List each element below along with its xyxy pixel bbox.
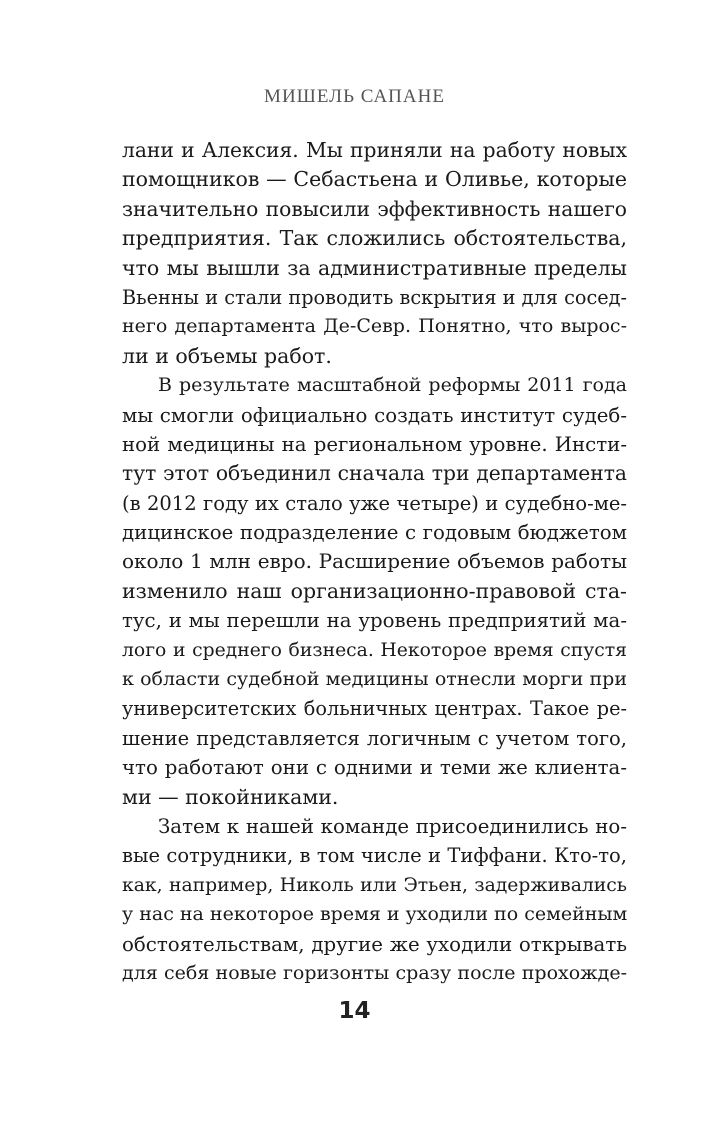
text-line: около 1 млн евро. Расширение объемов работы xyxy=(122,549,627,574)
text-line: вые сотрудники, в том числе и Тиффани. Кто-то, xyxy=(122,844,627,868)
text-line: Вьенны и стали проводить вскрытия и для сосед- xyxy=(122,285,627,309)
text-line: изменило наш организационно-правовой ста- xyxy=(122,578,627,603)
text-line: шение представляется логичным с учетом того, xyxy=(122,726,627,750)
text-line: помощников — Себастьена и Оливье, которые xyxy=(122,167,627,192)
text-line: Затем к нашей команде присоединились но- xyxy=(158,814,627,838)
text-line: значительно повысили эффективность нашего xyxy=(122,196,627,221)
text-line: него департамента Де-Севр. Понятно, что вырос- xyxy=(122,315,627,338)
text-line: тут этот объединил сначала три департамента xyxy=(122,461,627,486)
text-line: лого и среднего бизнеса. Некоторое время спустя xyxy=(122,639,627,661)
text-line: как, например, Николь или Этьен, задерживались xyxy=(122,874,627,896)
body-text xyxy=(122,136,627,988)
text-line: (в 2012 году их стало уже четыре) и судебно-ме- xyxy=(122,491,627,515)
text-line: что мы вышли за административные пределы xyxy=(122,255,627,280)
text-line: дицинское подразделение с годовым бюджетом xyxy=(122,521,627,545)
text-line: у нас на некоторое время и уходили по семейным xyxy=(122,903,627,926)
text-line: ли и объемы работ. xyxy=(122,343,332,368)
text-line: предприятия. Так сложились обстоятельства, xyxy=(122,226,627,251)
text-line: что работают они с одними и теми же клиента- xyxy=(122,756,627,780)
text-line: к области судебной медицины отнесли морги при xyxy=(122,668,627,691)
text-line: ми — покойниками. xyxy=(122,784,339,809)
text-line: В результате масштабной реформы 2011 года xyxy=(158,374,627,397)
text-line: лани и Алексия. Мы приняли на работу новых xyxy=(122,138,627,162)
running-head-author: МИШЕЛЬ САПАНЕ xyxy=(264,86,445,107)
text-line: университетских больничных центрах. Такое ре- xyxy=(122,697,627,721)
text-line: ной медицины на региональном уровне. Инсти- xyxy=(122,432,627,456)
page-number: 14 xyxy=(338,998,371,1024)
text-line: мы смогли официально создать институт судеб- xyxy=(122,403,627,427)
text-line: для себя новые горизонты сразу после прохожде- xyxy=(122,961,627,984)
text-line: обстоятельствам, другие же уходили открывать xyxy=(122,932,627,956)
text-line: тус, и мы перешли на уровень предприятий ма- xyxy=(122,609,627,633)
